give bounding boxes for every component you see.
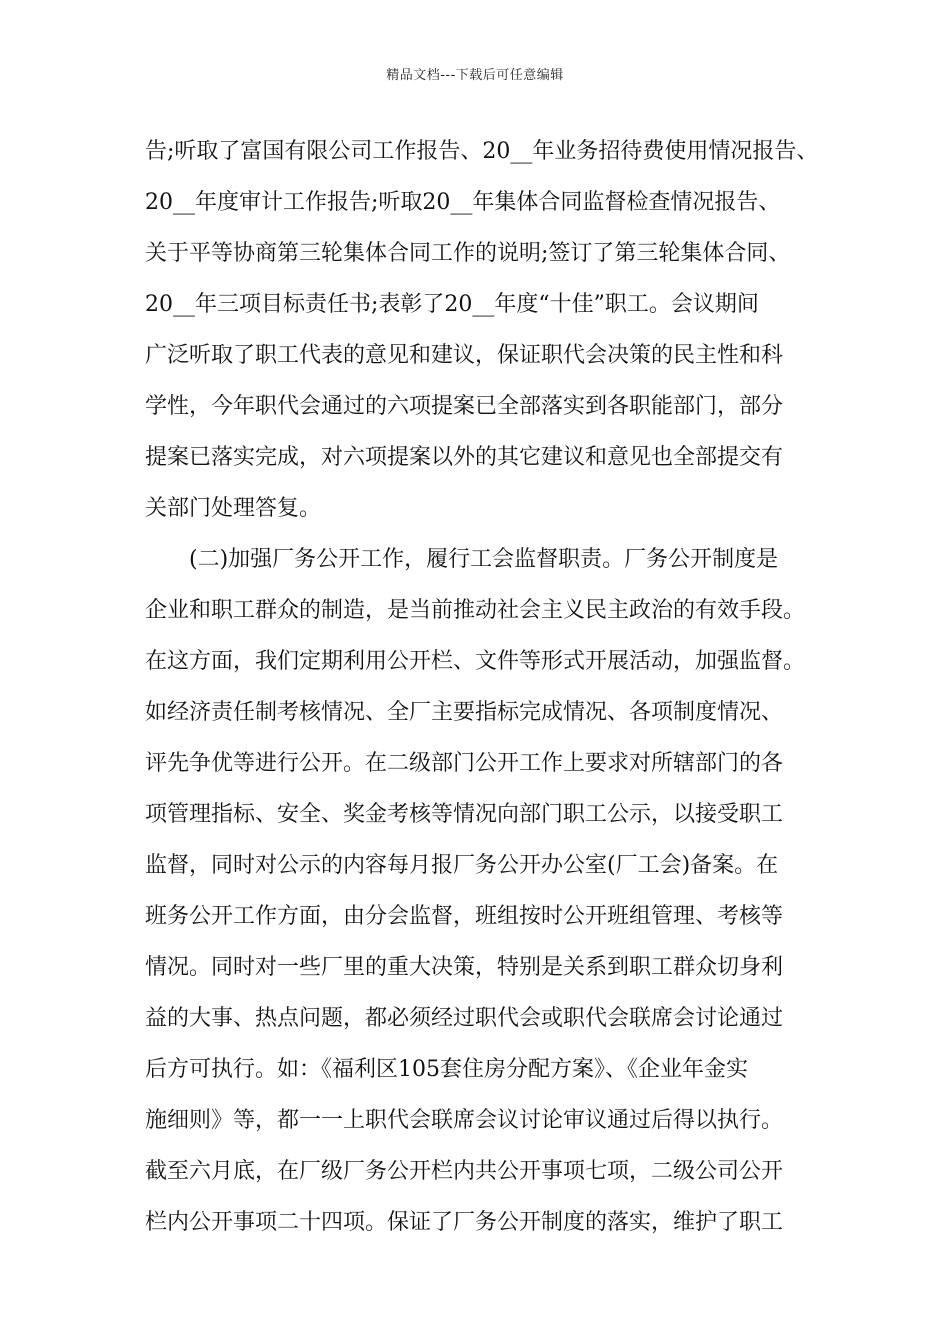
text-line: 栏内公开事项二十四项。保证了厂务公开制度的落实，维护了职工 [145, 1210, 784, 1235]
text-line: 在这方面，我们定期利用公开栏、文件等形式开展活动，加强监督。 [145, 649, 806, 674]
text-line: 企业和职工群众的制造，是当前推动社会主义民主政治的有效手段。 [145, 598, 806, 623]
paragraph-1 [145, 126, 835, 534]
text-line: 截至六月底，在厂级厂务公开栏内共公开事项七项，二级公司公开 [145, 1159, 784, 1184]
text-line-indented: (二)加强厂务公开工作，履行工会监督职责。厂务公开制度是 [189, 547, 779, 572]
text-line: 益的大事、热点问题，都必须经过职代会或职代会联席会讨论通过 [145, 1006, 784, 1031]
text-line: 提案已落实完成，对六项提案以外的其它建议和意见也全部提交有 [145, 445, 784, 470]
text-line: 20__年三项目标责任书;表彰了20__年度“十佳”职工。会议期间 [145, 292, 759, 317]
text-line: 施细则》等，都一一上职代会联席会议讨论审议通过后得以执行。 [145, 1108, 784, 1133]
document-body [145, 126, 835, 1248]
text-line: 项管理指标、安全、奖金考核等情况向部门职工公示，以接受职工 [145, 802, 784, 827]
text-line: 监督，同时对公示的内容每月报厂务公开办公室(厂工会)备案。在 [145, 853, 779, 878]
text-line: 广泛听取了职工代表的意见和建议，保证职代会决策的民主性和科 [145, 343, 784, 368]
text-line: 情况。同时对一些厂里的重大决策，特别是关系到职工群众切身利 [145, 955, 784, 980]
paragraph-2 [145, 534, 835, 1248]
text-line: 班务公开工作方面，由分会监督，班组按时公开班组管理、考核等 [145, 904, 784, 929]
page-header: 精品文档---下载后可任意编辑 [386, 68, 564, 83]
text-line: 关部门处理答复。 [145, 496, 322, 521]
text-line: 关于平等协商第三轮集体合同工作的说明;签订了第三轮集体合同、 [145, 241, 791, 266]
text-line: 评先争优等进行公开。在二级部门公开工作上要求对所辖部门的各 [145, 751, 784, 776]
text-line: 20__年度审计工作报告;听取20__年集体合同监督检查情况报告、 [145, 190, 781, 215]
text-line: 学性，今年职代会通过的六项提案已全部落实到各职能部门，部分 [145, 394, 784, 419]
text-line: 后方可执行。如：《福利区105套住房分配方案》、《企业年金实 [145, 1057, 748, 1082]
text-line: 告;听取了富国有限公司工作报告、20__年业务招待费使用情况报告、 [145, 139, 819, 164]
text-line: 如经济责任制考核情况、全厂主要指标完成情况、各项制度情况、 [145, 700, 784, 725]
